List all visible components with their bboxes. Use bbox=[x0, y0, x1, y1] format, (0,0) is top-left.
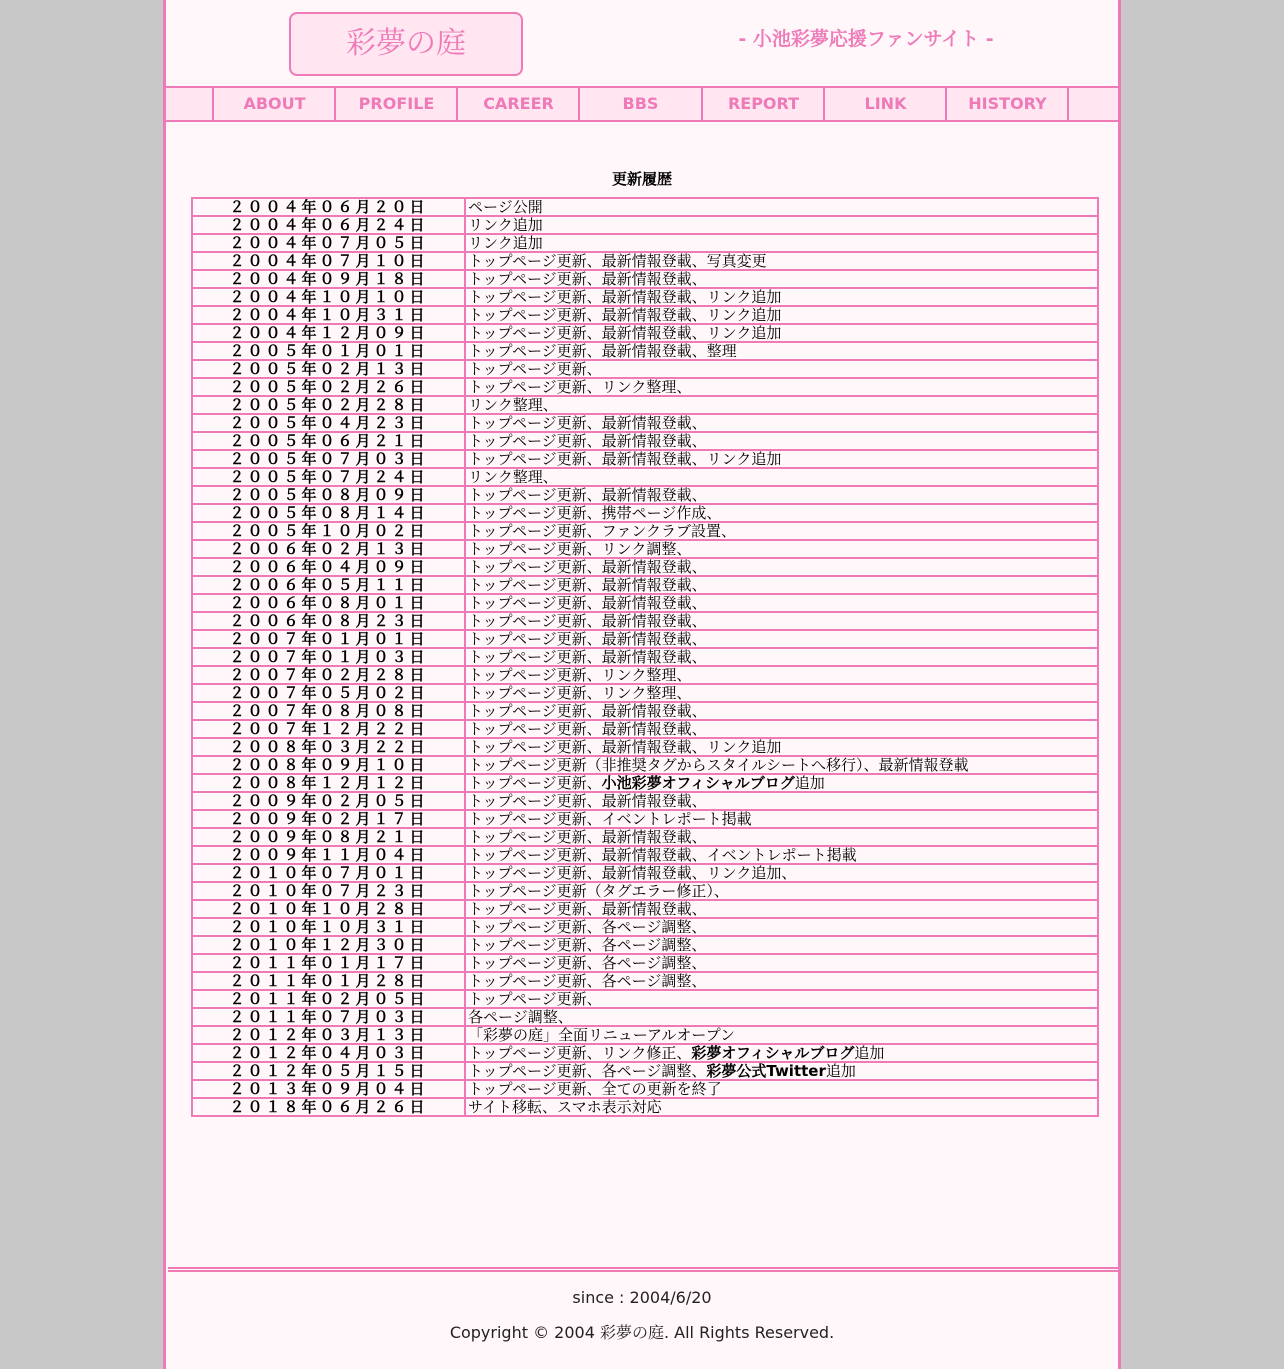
history-desc-text: トップページ更新、最新情報登載、 bbox=[468, 414, 707, 432]
history-row bbox=[192, 234, 1098, 252]
history-desc-text: トップページ更新、最新情報登載、 bbox=[468, 270, 707, 288]
history-date: ２００４年０６月２４日 bbox=[192, 216, 465, 234]
history-date: ２０１０年０７月０１日 bbox=[192, 864, 465, 882]
history-date: ２００５年０４月２３日 bbox=[192, 414, 465, 432]
history-desc bbox=[465, 1062, 1098, 1080]
history-desc bbox=[465, 360, 1098, 378]
history-link[interactable]: 彩夢オフィシャルブログ bbox=[691, 1044, 855, 1062]
history-desc-text: トップページ更新、最新情報登載、写真変更 bbox=[468, 252, 767, 270]
history-date: ２００５年０２月２６日 bbox=[192, 378, 465, 396]
history-date: ２０１１年０１月２８日 bbox=[192, 972, 465, 990]
history-date: ２０１０年１２月３０日 bbox=[192, 936, 465, 954]
history-desc-text: トップページ更新、各ページ調整、 bbox=[468, 918, 707, 936]
main-nav bbox=[166, 86, 1118, 122]
history-desc-text: トップページ更新、最新情報登載、 bbox=[468, 630, 707, 648]
history-row bbox=[192, 324, 1098, 342]
history-desc-text: トップページ更新、 bbox=[468, 360, 602, 378]
history-date: ２００９年０２月０５日 bbox=[192, 792, 465, 810]
nav-history[interactable]: HISTORY bbox=[945, 88, 1068, 120]
history-date: ２００７年０８月０８日 bbox=[192, 702, 465, 720]
history-desc bbox=[465, 396, 1098, 414]
history-desc bbox=[465, 198, 1098, 216]
history-row bbox=[192, 360, 1098, 378]
history-row bbox=[192, 198, 1098, 216]
history-desc-text: トップページ更新、最新情報登載、 bbox=[468, 486, 707, 504]
history-desc-text: トップページ更新、最新情報登載、 bbox=[468, 558, 707, 576]
history-date: ２０１３年０９月０４日 bbox=[192, 1080, 465, 1098]
history-desc bbox=[465, 306, 1098, 324]
history-desc-text: トップページ更新（タグエラー修正）、 bbox=[468, 882, 729, 900]
history-date: ２００６年０８月０１日 bbox=[192, 594, 465, 612]
history-desc bbox=[465, 828, 1098, 846]
history-date: ２００５年０７月０３日 bbox=[192, 450, 465, 468]
history-date: ２００６年０８月２３日 bbox=[192, 612, 465, 630]
history-desc bbox=[465, 324, 1098, 342]
since-text: since : 2004/6/20 bbox=[572, 1288, 712, 1307]
history-desc bbox=[465, 378, 1098, 396]
history-row bbox=[192, 558, 1098, 576]
history-row bbox=[192, 630, 1098, 648]
history-desc-text: トップページ更新、最新情報登載、 bbox=[468, 828, 707, 846]
page-container bbox=[163, 0, 1121, 1369]
history-date: ２００４年０７月１０日 bbox=[192, 252, 465, 270]
history-row bbox=[192, 486, 1098, 504]
history-date: ２００７年０２月２８日 bbox=[192, 666, 465, 684]
history-row bbox=[192, 720, 1098, 738]
history-date: ２０１０年１０月３１日 bbox=[192, 918, 465, 936]
history-desc bbox=[465, 504, 1098, 522]
nav-profile[interactable]: PROFILE bbox=[334, 88, 457, 120]
history-row bbox=[192, 1080, 1098, 1098]
history-desc bbox=[465, 738, 1098, 756]
history-date: ２００７年０１月０１日 bbox=[192, 630, 465, 648]
history-desc-text: トップページ更新、リンク整理、 bbox=[468, 378, 692, 396]
history-desc bbox=[465, 1098, 1098, 1116]
history-desc bbox=[465, 756, 1098, 774]
history-desc bbox=[465, 846, 1098, 864]
history-desc-text: トップページ更新、最新情報登載、 bbox=[468, 792, 707, 810]
history-desc-text: トップページ更新、ファンクラブ設置、 bbox=[468, 522, 737, 540]
history-date: ２００５年０７月２４日 bbox=[192, 468, 465, 486]
history-date: ２００８年０９月１０日 bbox=[192, 756, 465, 774]
history-desc bbox=[465, 684, 1098, 702]
nav-link[interactable]: LINK bbox=[823, 88, 946, 120]
history-desc bbox=[465, 414, 1098, 432]
history-desc-text: リンク追加 bbox=[468, 216, 543, 234]
history-desc-text: トップページ更新、最新情報登載、 bbox=[468, 648, 707, 666]
history-row bbox=[192, 738, 1098, 756]
history-desc bbox=[465, 900, 1098, 918]
history-desc bbox=[465, 522, 1098, 540]
history-row bbox=[192, 810, 1098, 828]
history-desc bbox=[465, 252, 1098, 270]
history-date: ２００６年０４月０９日 bbox=[192, 558, 465, 576]
history-desc bbox=[465, 1026, 1098, 1044]
history-desc-text: トップページ更新、携帯ページ作成、 bbox=[468, 504, 722, 522]
history-row bbox=[192, 270, 1098, 288]
history-row bbox=[192, 522, 1098, 540]
history-row bbox=[192, 882, 1098, 900]
history-link[interactable]: 小池彩夢オフィシャルブログ bbox=[601, 774, 795, 792]
history-desc bbox=[465, 540, 1098, 558]
history-desc bbox=[465, 468, 1098, 486]
history-row bbox=[192, 792, 1098, 810]
history-desc-text: トップページ更新、最新情報登載、 bbox=[468, 900, 707, 918]
history-desc-text: リンク整理、 bbox=[468, 468, 558, 486]
history-row bbox=[192, 666, 1098, 684]
history-row bbox=[192, 684, 1098, 702]
nav-career[interactable]: CAREER bbox=[456, 88, 579, 120]
history-desc bbox=[465, 972, 1098, 990]
history-row bbox=[192, 1062, 1098, 1080]
history-desc-text: トップページ更新、各ページ調整、 bbox=[468, 936, 707, 954]
history-date: ２００６年０２月１３日 bbox=[192, 540, 465, 558]
history-row bbox=[192, 990, 1098, 1008]
history-row bbox=[192, 972, 1098, 990]
history-desc-text: トップページ更新、最新情報登載、 bbox=[468, 612, 707, 630]
history-desc bbox=[465, 594, 1098, 612]
history-desc bbox=[465, 450, 1098, 468]
history-date: ２００５年０８月１４日 bbox=[192, 504, 465, 522]
history-row bbox=[192, 1008, 1098, 1026]
history-desc-text: トップページ更新、最新情報登載、 bbox=[468, 702, 707, 720]
history-date: ２０１１年０７月０３日 bbox=[192, 1008, 465, 1026]
history-row bbox=[192, 468, 1098, 486]
nav-about[interactable]: ABOUT bbox=[212, 88, 335, 120]
footer-divider bbox=[168, 1267, 1118, 1272]
history-date: ２００５年１０月０２日 bbox=[192, 522, 465, 540]
history-desc-text: トップページ更新、全ての更新を終了 bbox=[468, 1080, 722, 1098]
history-date: ２００５年０１月０１日 bbox=[192, 342, 465, 360]
history-desc-text: トップページ更新、各ページ調整、 bbox=[468, 954, 707, 972]
history-desc bbox=[465, 810, 1098, 828]
history-date: ２００５年０８月０９日 bbox=[192, 486, 465, 504]
history-desc-text: 「彩夢の庭」全面リニューアルオープン bbox=[468, 1026, 736, 1044]
history-date: ２０１２年０４月０３日 bbox=[192, 1044, 465, 1062]
history-desc-text: ページ公開 bbox=[468, 198, 543, 216]
history-desc bbox=[465, 558, 1098, 576]
history-row bbox=[192, 900, 1098, 918]
history-row bbox=[192, 414, 1098, 432]
history-desc bbox=[465, 576, 1098, 594]
history-date: ２０１１年０２月０５日 bbox=[192, 990, 465, 1008]
history-row bbox=[192, 576, 1098, 594]
history-row bbox=[192, 774, 1098, 792]
history-desc-text: トップページ更新、最新情報登載、リンク追加 bbox=[468, 288, 782, 306]
history-desc-text: トップページ更新、各ページ調整、 bbox=[468, 972, 707, 990]
history-date: ２００４年０７月０５日 bbox=[192, 234, 465, 252]
history-desc-text: 各ページ調整、 bbox=[468, 1008, 573, 1026]
section-title: 更新履歴 bbox=[611, 170, 672, 188]
history-desc bbox=[465, 486, 1098, 504]
history-row bbox=[192, 594, 1098, 612]
history-desc-text: トップページ更新、最新情報登載、リンク追加 bbox=[468, 324, 782, 342]
history-desc-text: トップページ更新、リンク整理、 bbox=[468, 666, 692, 684]
history-desc-text: トップページ更新、リンク調整、 bbox=[468, 540, 692, 558]
history-date: ２００８年１２月１２日 bbox=[192, 774, 465, 792]
history-desc bbox=[465, 234, 1098, 252]
history-desc-text: サイト移転、スマホ表示対応 bbox=[468, 1098, 662, 1116]
history-desc-text: リンク整理、 bbox=[468, 396, 558, 414]
history-row bbox=[192, 648, 1098, 666]
history-row bbox=[192, 342, 1098, 360]
history-row bbox=[192, 1026, 1098, 1044]
history-row bbox=[192, 306, 1098, 324]
history-date: ２００７年０５月０２日 bbox=[192, 684, 465, 702]
history-date: ２０１１年０１月１７日 bbox=[192, 954, 465, 972]
history-row bbox=[192, 846, 1098, 864]
history-date: ２００５年０２月２８日 bbox=[192, 396, 465, 414]
history-row bbox=[192, 918, 1098, 936]
history-desc-text: トップページ更新、イベントレポート掲載 bbox=[468, 810, 752, 828]
history-table bbox=[191, 197, 1099, 1117]
history-desc bbox=[465, 1008, 1098, 1026]
history-row bbox=[192, 1098, 1098, 1116]
history-desc bbox=[465, 342, 1098, 360]
history-desc bbox=[465, 918, 1098, 936]
history-desc bbox=[465, 1044, 1098, 1062]
history-desc-text: トップページ更新、リンク整理、 bbox=[468, 684, 692, 702]
history-desc-text: トップページ更新、最新情報登載、リンク追加 bbox=[468, 306, 782, 324]
history-row bbox=[192, 504, 1098, 522]
history-desc bbox=[465, 720, 1098, 738]
history-date: ２０１０年１０月２８日 bbox=[192, 900, 465, 918]
history-date: ２００７年０１月０３日 bbox=[192, 648, 465, 666]
history-desc-text: リンク追加 bbox=[468, 234, 543, 252]
history-row bbox=[192, 954, 1098, 972]
history-desc-text: トップページ更新、最新情報登載、イベントレポート掲載 bbox=[468, 846, 857, 864]
history-date: ２０１２年０３月１３日 bbox=[192, 1026, 465, 1044]
history-row bbox=[192, 936, 1098, 954]
history-date: ２０１８年０６月２６日 bbox=[192, 1098, 465, 1116]
history-desc bbox=[465, 270, 1098, 288]
history-desc bbox=[465, 702, 1098, 720]
history-desc bbox=[465, 216, 1098, 234]
history-date: ２００７年１２月２２日 bbox=[192, 720, 465, 738]
history-date: ２００６年０５月１１日 bbox=[192, 576, 465, 594]
history-row bbox=[192, 702, 1098, 720]
history-date: ２００４年０９月１８日 bbox=[192, 270, 465, 288]
history-desc bbox=[465, 630, 1098, 648]
site-logo[interactable]: 彩夢の庭 bbox=[289, 12, 523, 76]
history-desc-text: トップページ更新、最新情報登載、 bbox=[468, 720, 707, 738]
history-row bbox=[192, 612, 1098, 630]
history-desc-text: トップページ更新、最新情報登載、整理 bbox=[468, 342, 737, 360]
history-desc bbox=[465, 936, 1098, 954]
history-desc-text: トップページ更新、最新情報登載、リンク追加 bbox=[468, 450, 782, 468]
history-desc bbox=[465, 774, 1098, 792]
nav-report[interactable]: REPORT bbox=[701, 88, 824, 120]
history-date: ２００４年１２月０９日 bbox=[192, 324, 465, 342]
history-desc-text: トップページ更新、 bbox=[468, 774, 602, 792]
history-row bbox=[192, 216, 1098, 234]
nav-bbs[interactable]: BBS bbox=[578, 88, 701, 120]
history-desc bbox=[465, 666, 1098, 684]
history-desc-text: トップページ更新、リンク修正、 bbox=[468, 1044, 692, 1062]
history-date: ２００９年０２月１７日 bbox=[192, 810, 465, 828]
history-row bbox=[192, 450, 1098, 468]
history-desc-text: トップページ更新、最新情報登載、 bbox=[468, 432, 707, 450]
history-desc-suffix: 追加 bbox=[825, 1062, 856, 1080]
history-date: ２００８年０３月２２日 bbox=[192, 738, 465, 756]
history-date: ２００４年１０月３１日 bbox=[192, 306, 465, 324]
history-row bbox=[192, 432, 1098, 450]
history-date: ２００５年０６月２１日 bbox=[192, 432, 465, 450]
history-desc bbox=[465, 954, 1098, 972]
history-desc bbox=[465, 288, 1098, 306]
history-date: ２００４年１０月１０日 bbox=[192, 288, 465, 306]
history-date: ２００９年０８月２１日 bbox=[192, 828, 465, 846]
history-link[interactable]: 彩夢公式Twitter bbox=[706, 1062, 826, 1080]
history-desc-text: トップページ更新、最新情報登載、リンク追加 bbox=[468, 738, 782, 756]
history-row bbox=[192, 1044, 1098, 1062]
history-desc-text: トップページ更新、 bbox=[468, 990, 602, 1008]
history-desc bbox=[465, 1080, 1098, 1098]
history-row bbox=[192, 378, 1098, 396]
history-row bbox=[192, 540, 1098, 558]
site-subtitle: - 小池彩夢応援ファンサイト - bbox=[738, 28, 994, 50]
copyright-text: Copyright © 2004 彩夢の庭. All Rights Reserved. bbox=[449, 1323, 835, 1342]
history-desc bbox=[465, 612, 1098, 630]
history-desc bbox=[465, 432, 1098, 450]
history-date: ２００５年０２月１３日 bbox=[192, 360, 465, 378]
history-desc-text: トップページ更新、最新情報登載、 bbox=[468, 576, 707, 594]
history-desc bbox=[465, 864, 1098, 882]
history-row bbox=[192, 396, 1098, 414]
history-desc bbox=[465, 792, 1098, 810]
nav-divider bbox=[1067, 88, 1069, 120]
history-row bbox=[192, 252, 1098, 270]
history-date: ２０１０年０７月２３日 bbox=[192, 882, 465, 900]
history-desc-text: トップページ更新（非推奨タグからスタイルシートへ移行）、最新情報登載 bbox=[468, 756, 969, 774]
history-table-body bbox=[192, 198, 1098, 1116]
history-desc-suffix: 追加 bbox=[794, 774, 825, 792]
history-row bbox=[192, 756, 1098, 774]
history-desc bbox=[465, 648, 1098, 666]
history-desc-text: トップページ更新、最新情報登載、リンク追加、 bbox=[468, 864, 797, 882]
history-desc bbox=[465, 990, 1098, 1008]
history-desc-text: トップページ更新、各ページ調整、 bbox=[468, 1062, 707, 1080]
history-desc bbox=[465, 882, 1098, 900]
history-desc-text: トップページ更新、最新情報登載、 bbox=[468, 594, 707, 612]
history-row bbox=[192, 864, 1098, 882]
history-row bbox=[192, 288, 1098, 306]
history-desc-suffix: 追加 bbox=[854, 1044, 885, 1062]
history-row bbox=[192, 828, 1098, 846]
history-date: ２００４年０６月２０日 bbox=[192, 198, 465, 216]
history-date: ２０１２年０５月１５日 bbox=[192, 1062, 465, 1080]
history-date: ２００９年１１月０４日 bbox=[192, 846, 465, 864]
